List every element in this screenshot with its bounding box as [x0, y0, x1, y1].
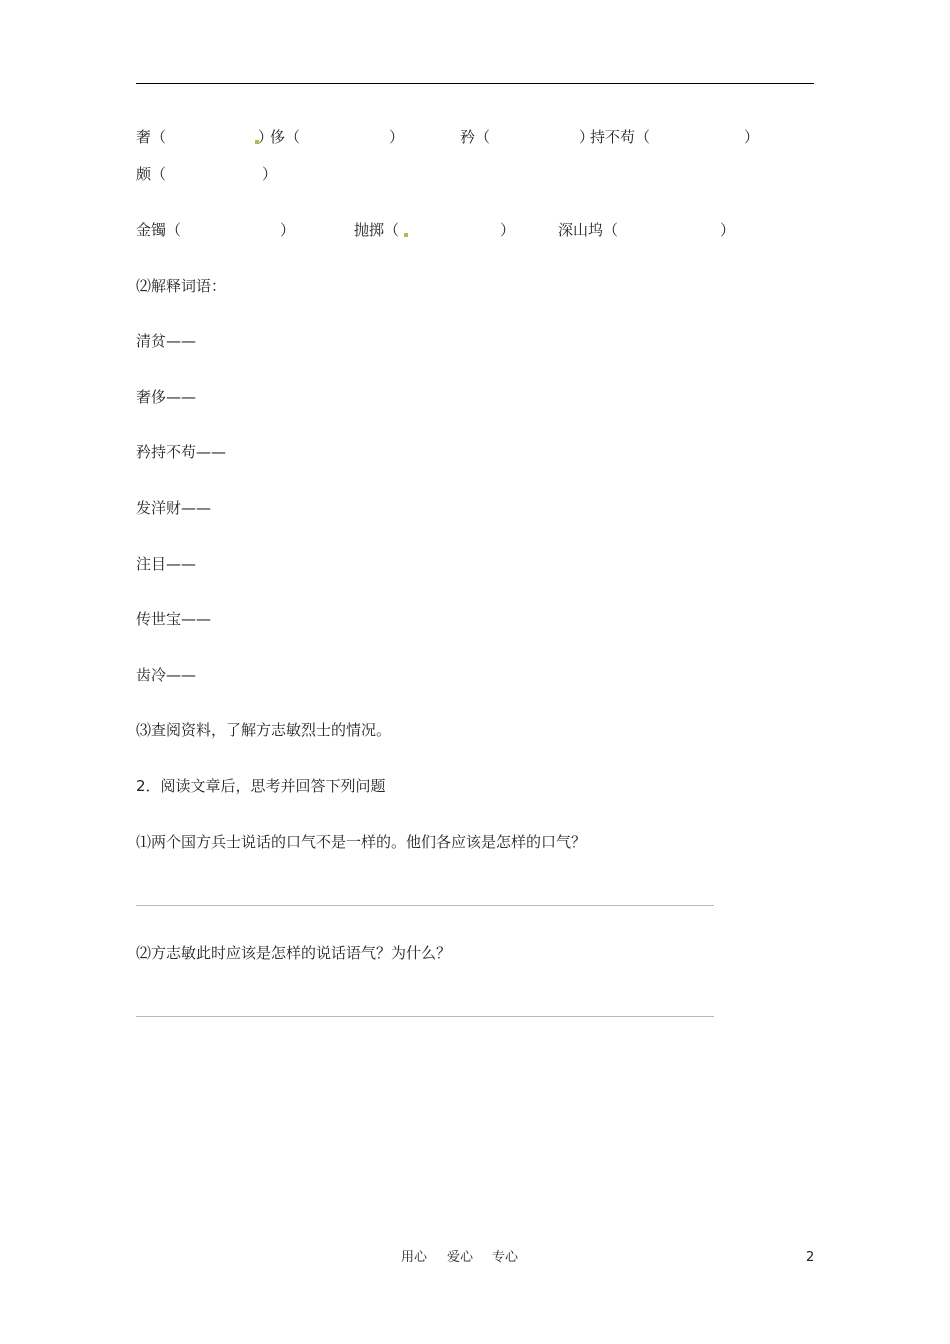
pinyin-item-chibugou-close: ）: [744, 128, 760, 146]
pinyin-item-jin-close: ）: [579, 128, 595, 146]
pinyin-item-shenshanwu: 深山坞（: [558, 221, 619, 239]
pinyin-item-she-close: ）: [258, 128, 274, 146]
vocab-item: 奢侈——: [136, 388, 197, 406]
question-1: ⑴两个国方兵士说话的口气不是一样的。他们各应该是怎样的口气？: [136, 833, 587, 851]
answer-line-1[interactable]: [136, 905, 714, 906]
pinyin-item-she: 奢（: [136, 128, 167, 146]
pinyin-item-chibugou: 持不苟（: [590, 128, 651, 146]
question-2: ⑵方志敏此时应该是怎样的说话语气？为什么？: [136, 944, 452, 962]
pinyin-item-po-close: ）: [262, 165, 278, 183]
vocab-item: 发洋财——: [136, 499, 212, 517]
footer-motto-aixin: 爱心: [447, 1250, 474, 1265]
pinyin-item-jin: 矜（: [460, 128, 491, 146]
page-number: 2: [806, 1250, 815, 1265]
highlight-marker: [404, 233, 408, 237]
pinyin-item-chi: 侈（: [270, 128, 301, 146]
pinyin-item-paozhi: 抛掷（: [354, 221, 400, 239]
footer-motto-zhuanxin: 专心: [492, 1250, 519, 1265]
pinyin-item-chi-close: ）: [389, 128, 405, 146]
pinyin-item-jinzhuo-close: ）: [280, 221, 296, 239]
pinyin-item-jinzhuo: 金镯（: [136, 221, 182, 239]
vocab-item: 清贫——: [136, 332, 197, 350]
pinyin-item-shenshanwu-close: ）: [720, 221, 736, 239]
answer-line-2[interactable]: [136, 1016, 714, 1017]
section-heading-explain-words: ⑵解释词语：: [136, 277, 227, 295]
vocab-item: 矜持不苟——: [136, 443, 227, 461]
vocab-item: 传世宝——: [136, 610, 212, 628]
pinyin-item-po: 颇（: [136, 165, 167, 183]
footer-motto-yongxin: 用心: [401, 1250, 428, 1265]
section-heading-research: ⑶查阅资料，了解方志敏烈士的情况。: [136, 721, 392, 739]
vocab-item: 齿冷——: [136, 666, 197, 684]
vocab-item: 注目——: [136, 555, 197, 573]
header-rule: [136, 83, 814, 84]
question-heading: 2．阅读文章后，思考并回答下列问题: [136, 777, 386, 795]
pinyin-item-paozhi-close: ）: [500, 221, 516, 239]
